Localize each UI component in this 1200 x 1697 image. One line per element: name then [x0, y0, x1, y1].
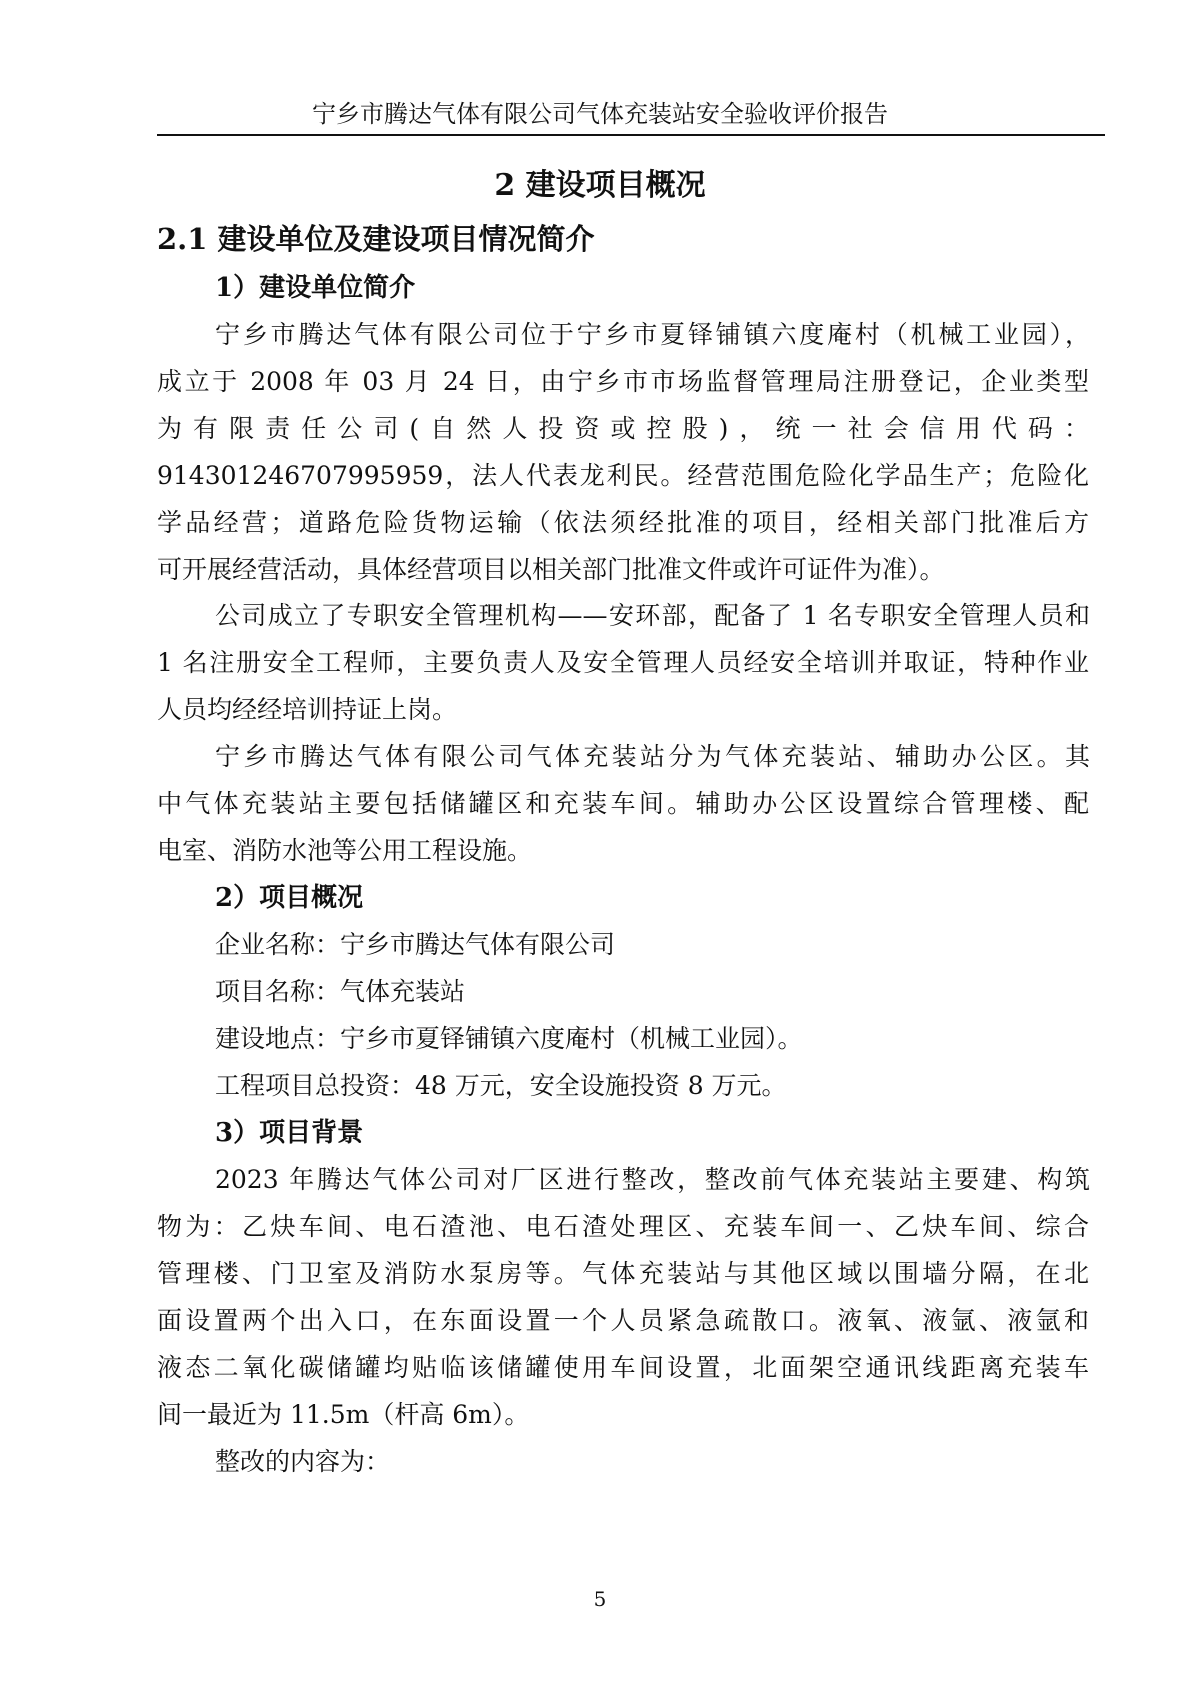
paragraph-line: 物为：乙炔车间、电石渣池、电石渣处理区、充装车间一、乙炔车间、综合 [157, 1212, 1089, 1241]
header-title: 宁乡市腾达气体有限公司气体充装站安全验收评价报告 [312, 100, 888, 128]
paragraph-line: 液态二氧化碳储罐均贴临该储罐使用车间设置，北面架空通讯线距离充装车 [157, 1353, 1089, 1382]
project-info-item: 企业名称：宁乡市腾达气体有限公司 [215, 930, 616, 959]
paragraph-line: 可开展经营活动，具体经营项目以相关部门批准文件或许可证件为准）。 [157, 555, 945, 584]
chapter-title: 2 建设项目概况 [494, 168, 706, 203]
subsection-heading: 1）建设单位简介 [215, 273, 416, 303]
project-info-item: 项目名称：气体充装站 [215, 977, 466, 1006]
paragraph-line: 间一最近为 11.5m（杆高 6m）。 [157, 1400, 530, 1429]
paragraph-line: 1 名注册安全工程师，主要负责人及安全管理人员经安全培训并取证，特种作业 [157, 648, 1089, 677]
paragraph-line: 宁乡市腾达气体有限公司位于宁乡市夏铎铺镇六度庵村（机械工业园）， [215, 320, 1090, 349]
paragraph-line: 914301246707995959，法人代表龙利民。经营范围危险化学品生产；危险化 [157, 461, 1089, 490]
paragraph-line: 整改的内容为： [215, 1447, 391, 1476]
paragraph-line: 人员均经经培训持证上岗。 [157, 695, 458, 724]
project-info-item: 建设地点：宁乡市夏铎铺镇六度庵村（机械工业园）。 [215, 1024, 803, 1053]
paragraph-line: 为有限责任公司(自然人投资或控股)，统一社会信用代码： [157, 414, 1089, 443]
paragraph-line: 中气体充装站主要包括储罐区和充装车间。辅助办公区设置综合管理楼、配 [157, 789, 1089, 818]
page-number: 5 [593, 1587, 607, 1611]
paragraph-line: 宁乡市腾达气体有限公司气体充装站分为气体充装站、辅助办公区。其 [215, 742, 1090, 771]
project-info-item: 工程项目总投资：48 万元，安全设施投资 8 万元。 [215, 1071, 787, 1100]
paragraph-line: 面设置两个出入口，在东面设置一个人员紧急疏散口。液氧、液氩、液氩和 [157, 1306, 1089, 1335]
paragraph-line: 管理楼、门卫室及消防水泵房等。气体充装站与其他区域以围墙分隔，在北 [157, 1259, 1089, 1288]
paragraph-line: 电室、消防水池等公用工程设施。 [157, 836, 533, 865]
subsection-heading: 2）项目概况 [215, 883, 364, 913]
section-title: 2.1 建设单位及建设项目情况简介 [157, 222, 595, 256]
paragraph-line: 2023 年腾达气体公司对厂区进行整改，整改前气体充装站主要建、构筑 [215, 1165, 1090, 1194]
paragraph-line: 成立于 2008 年 03 月 24 日，由宁乡市市场监督管理局注册登记，企业类型 [157, 367, 1089, 396]
paragraph-line: 公司成立了专职安全管理机构——安环部，配备了 1 名专职安全管理人员和 [215, 601, 1090, 630]
subsection-heading: 3）项目背景 [215, 1118, 364, 1148]
paragraph-line: 学品经营；道路危险货物运输（依法须经批准的项目，经相关部门批准后方 [157, 508, 1089, 537]
header-divider [157, 134, 1105, 136]
